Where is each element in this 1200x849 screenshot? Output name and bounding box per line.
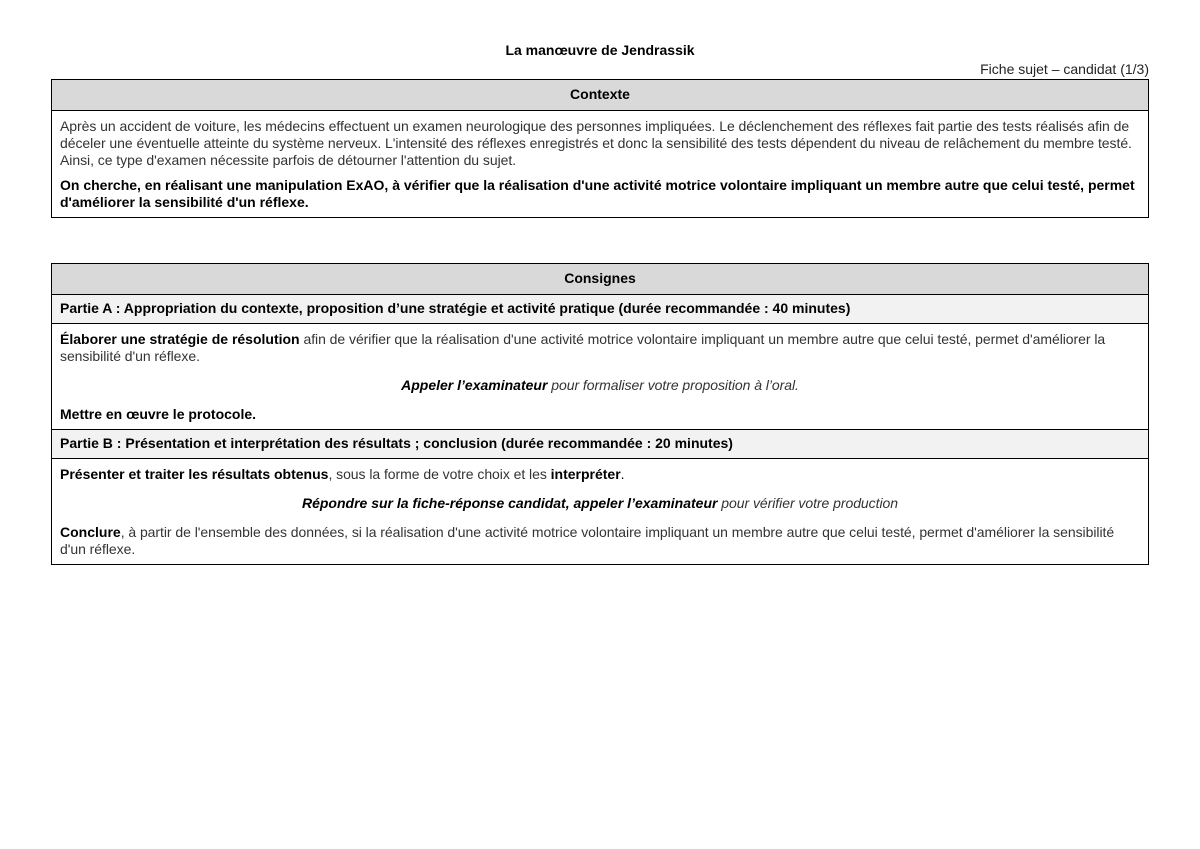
part-b-conclude-text: , à partir de l'ensemble des données, si la réalisation d'une activité motrice volontaire impliquant un membre autre que celui testé, permet d'améliorer la sensibilité d'un réflexe.	[60, 524, 1115, 557]
part-a-call-text: pour formaliser votre proposition à l’oral.	[547, 377, 799, 393]
context-objective: On cherche, en réalisant une manipulation ExAO, à vérifier que la réalisation d'une activité motrice volontaire impliquant un membre autre que celui testé, permet d'améliorer la sensibilité d'un réflexe.	[60, 177, 1135, 210]
part-b-respond-bold: Répondre sur la fiche-réponse candidat, appeler l’examinateur	[301, 495, 718, 511]
part-b-title: Partie B : Présentation et interprétation des résultats ; conclusion (durée recommandée : 20 minutes)	[52, 430, 1148, 459]
part-a-instruction	[60, 331, 1140, 365]
part-b-present	[60, 466, 1140, 483]
part-a-instruction-bold: Élaborer une stratégie de résolution	[60, 331, 300, 347]
part-b-respond	[60, 495, 1140, 512]
document-title: La manœuvre de Jendrassik	[505, 42, 695, 58]
part-b-conclude	[60, 524, 1140, 558]
instructions-box	[51, 263, 1149, 565]
instructions-header: Consignes	[52, 264, 1148, 295]
part-b-respond-text: pour vérifier votre production	[717, 495, 898, 511]
part-a-call-bold: Appeler l’examinateur	[401, 377, 548, 393]
part-a-body	[52, 324, 1148, 430]
document-subtitle: Fiche sujet – candidat (1/3)	[980, 61, 1149, 77]
part-a-title: Partie A : Appropriation du contexte, proposition d’une stratégie et activité pratique (durée recommandée : 40 minutes)	[52, 295, 1148, 324]
context-body	[52, 111, 1148, 217]
part-a-instruction-text: afin de vérifier que la réalisation d'une activité motrice volontaire impliquant un membre autre que celui testé, permet d'améliorer la sensibilité d'un réflexe.	[60, 331, 1106, 364]
part-a-call-examiner	[60, 377, 1140, 394]
part-a-execute: Mettre en œuvre le protocole.	[60, 406, 257, 422]
part-b-present-mid: , sous la forme de votre choix et les	[328, 466, 551, 482]
context-header: Contexte	[52, 80, 1148, 111]
part-b-present-end: .	[620, 466, 625, 482]
context-box	[51, 79, 1149, 218]
context-paragraph: Après un accident de voiture, les médecins effectuent un examen neurologique des personnes impliquées. Le déclenchement des réflexes fait partie des tests réalisés afin de déceler une éventuelle atteinte du système nerveux. L'intensité des réflexes enregistrés et donc la sensibilité des tests dépendent du niveau de relâchement du membre testé. Ainsi, ce type d'examen nécessite parfois de détourner l'attention du sujet.	[60, 118, 1132, 168]
part-b-conclude-bold: Conclure	[60, 524, 121, 540]
part-b-present-bold2: interpréter	[550, 466, 621, 482]
part-b-body	[52, 459, 1148, 564]
part-b-present-bold: Présenter et traiter les résultats obtenus	[60, 466, 329, 482]
